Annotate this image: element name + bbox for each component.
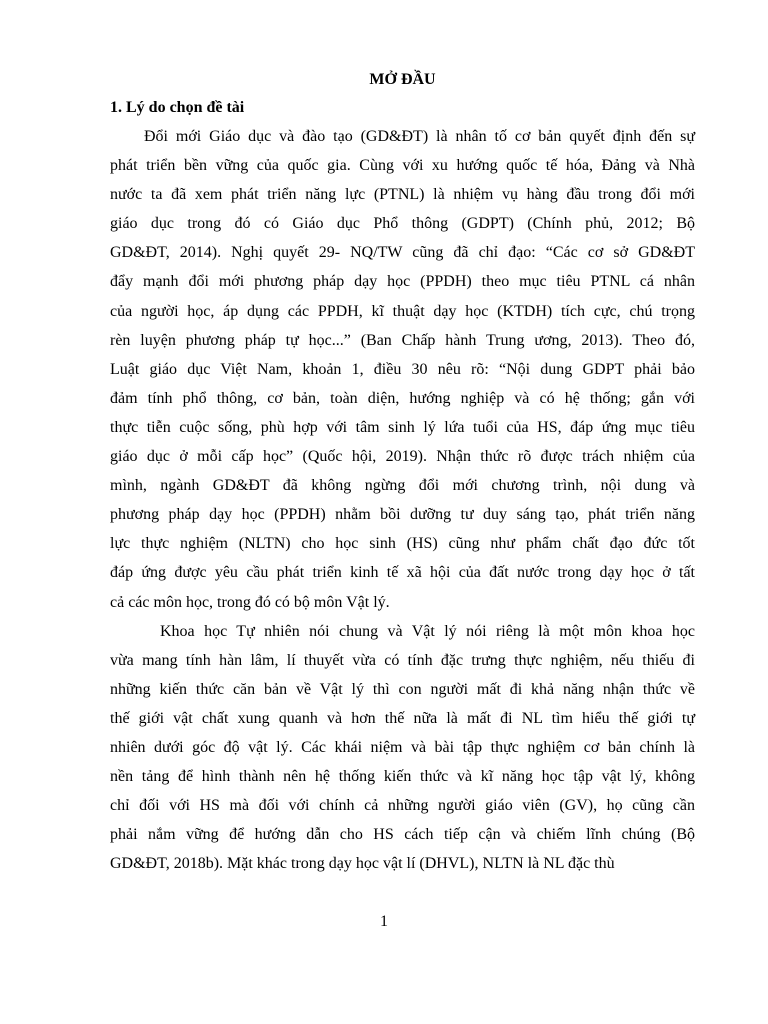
paragraph-2 <box>110 617 695 879</box>
section-heading: 1. Lý do chọn đề tài <box>110 99 245 116</box>
text-line: nền tảng để hình thành nên hệ thống kiến thức và kĩ năng học tập vật lý, không <box>110 768 695 786</box>
text-line: rèn luyện phương pháp tự học...” (Ban Chấp hành Trung ương, 2013). Theo đó, <box>110 331 695 349</box>
text-line: phải nắm vững để hướng dẫn cho HS cách tiếp cận và chiếm lĩnh chúng (Bộ <box>110 826 695 844</box>
text-line: giáo dục ở mỗi cấp học” (Quốc hội, 2019). Nhận thức rõ được trách nhiệm của <box>110 448 695 466</box>
text-line: đáp ứng được yêu cầu phát triển kinh tế xã hội của đất nước trong dạy học ở tất <box>110 564 695 582</box>
text-line: giáo dục trong đó có Giáo dục Phổ thông (GDPT) (Chính phủ, 2012; Bộ <box>110 215 695 233</box>
paragraph-1 <box>110 122 695 617</box>
text-line: vừa mang tính hàn lâm, lí thuyết vừa có tính đặc trưng thực nghiệm, nếu thiếu đi <box>110 651 695 669</box>
text-line: chỉ đối với HS mà đối với chính cả những người giáo viên (GV), họ cũng cần <box>110 797 695 815</box>
text-line: cả các môn học, trong đó có bộ môn Vật lý. <box>110 593 390 611</box>
text-line: Đổi mới Giáo dục và đào tạo (GD&ĐT) là nhân tố cơ bản quyết định đến sự <box>144 128 695 145</box>
text-line: của người học, áp dụng các PPDH, kĩ thuật dạy học (KTDH) tích cực, chú trọng <box>110 302 695 320</box>
text-line: đảm tính phổ thông, cơ bản, toàn diện, hướng nghiệp và có hệ thống; gắn với <box>110 389 695 407</box>
body-text <box>110 122 695 878</box>
page-number: 1 <box>380 913 388 930</box>
text-line: GD&ĐT, 2014). Nghị quyết 29- NQ/TW cũng đã chỉ đạo: “Các cơ sở GD&ĐT <box>110 244 695 262</box>
text-line: GD&ĐT, 2018b). Mặt khác trong dạy học vật lí (DHVL), NLTN là NL đặc thù <box>110 855 615 873</box>
text-line: thực tiễn cuộc sống, phù hợp với tâm sinh lý lứa tuổi của HS, đáp ứng mục tiêu <box>110 418 695 436</box>
text-line: Khoa học Tự nhiên nói chung và Vật lý nói riêng là một môn khoa học <box>160 622 695 640</box>
text-line: nhiên dưới góc độ vật lý. Các khái niệm và bài tập thực nghiệm cơ bản chính là <box>110 738 695 756</box>
text-line: phương pháp dạy học (PPDH) nhằm bồi dưỡng tư duy sáng tạo, phát triển năng <box>110 506 695 524</box>
text-line: thế giới vật chất xung quanh và hơn thế nữa là mất đi NL tìm hiểu thế giới tự <box>110 709 695 727</box>
text-line: đẩy mạnh đổi mới phương pháp dạy học (PPDH) theo mục tiêu PTNL cá nhân <box>110 273 695 291</box>
document-title: MỞ ĐẦU <box>369 71 436 88</box>
text-line: mình, ngành GD&ĐT đã không ngừng đổi mới chương trình, nội dung và <box>110 477 695 495</box>
text-line: những kiến thức căn bản về Vật lý thì con người mất đi khả năng nhận thức về <box>110 680 695 698</box>
text-line: phát triển bền vững của quốc gia. Cùng với xu hướng quốc tế hóa, Đảng và Nhà <box>110 157 695 175</box>
text-line: Luật giáo dục Việt Nam, khoản 1, điều 30 nêu rõ: “Nội dung GDPT phải bảo <box>110 360 695 378</box>
text-line: lực thực nghiệm (NLTN) cho học sinh (HS) cũng như phẩm chất đạo đức tốt <box>110 535 695 553</box>
text-line: nước ta đã xem phát triển năng lực (PTNL) là nhiệm vụ hàng đầu trong đổi mới <box>110 186 695 204</box>
